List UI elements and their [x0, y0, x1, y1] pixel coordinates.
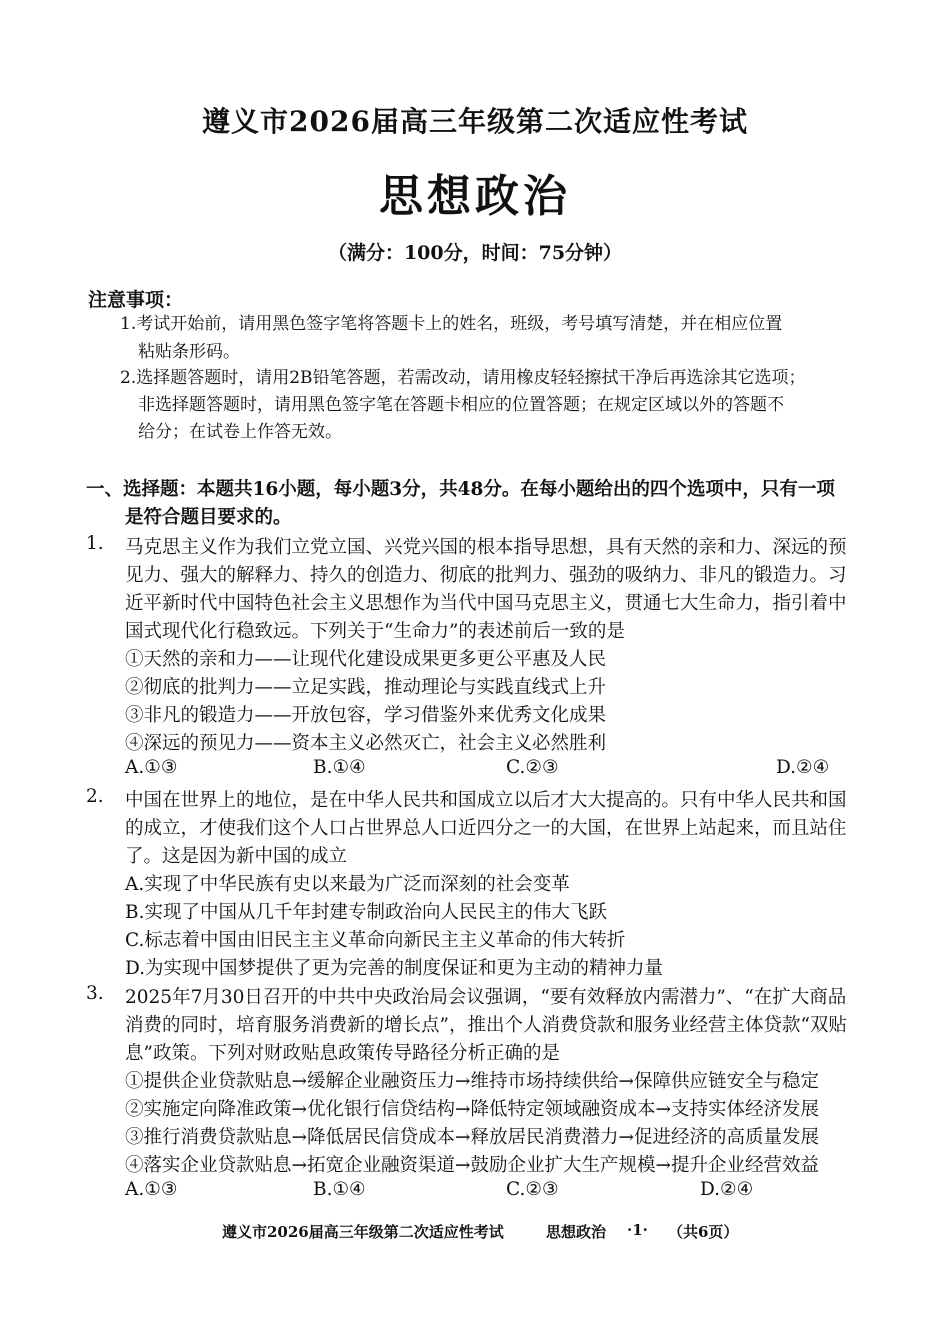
footer-subject: 思想政治 [546, 1223, 607, 1241]
footer-page: ·1· [627, 1221, 648, 1239]
notice-line: 2.选择题答题时，请用2B铅笔答题，若需改动，请用橡皮轻轻擦拭干净后再选涂其它选项； [120, 368, 806, 388]
notice-heading [88, 285, 183, 312]
question-number: 2. [86, 786, 104, 807]
question-stem: 国式现代化行稳致远。下列关于“生命力”的表述前后一致的是 [125, 621, 625, 642]
section-heading: 一、选择题：本题共16小题，每小题3分，共48分。在每小题给出的四个选项中，只有一项 [86, 479, 835, 500]
choice-b: B.实现了中国从几千年封建专制政治向人民民主的伟大飞跃 [125, 902, 607, 923]
statement: ②实施定向降准政策→优化银行信贷结构→降低特定领域融资成本→支持实体经济发展 [125, 1099, 820, 1120]
question-stem: 息”政策。下列对财政贴息政策传导路径分析正确的是 [125, 1043, 560, 1064]
footer-total: （共6页） [668, 1223, 739, 1241]
footer-exam: 遵义市2026届高三年级第二次适应性考试 [222, 1223, 504, 1241]
notice-line: 给分；在试卷上作答无效。 [138, 422, 342, 442]
choice-a: A.实现了中华民族有史以来最为广泛而深刻的社会变革 [125, 874, 570, 895]
question-stem: 马克思主义作为我们立党立国、兴党兴国的根本指导思想，具有天然的亲和力、深远的预 [125, 537, 847, 558]
section-heading: 是符合题目要求的。 [125, 507, 292, 528]
question-stem: 消费的同时，培育服务消费新的增长点”，推出个人消费贷款和服务业经营主体贷款“双贴 [125, 1015, 847, 1036]
option-b: B.①④ [313, 1179, 366, 1200]
statement: ①提供企业贷款贴息→缓解企业融资压力→维持市场持续供给→保障供应链安全与稳定 [125, 1071, 820, 1092]
question-stem: 中国在世界上的地位，是在中华人民共和国成立以后才大大提高的。只有中华人民共和国 [125, 790, 847, 811]
question-number: 1. [86, 533, 104, 554]
notice-line: 非选择题答题时，请用黑色签字笔在答题卡相应的位置答题；在规定区域以外的答题不 [138, 395, 784, 415]
notice-line: 粘贴条形码。 [138, 342, 240, 362]
statement: ②彻底的批判力——立足实践，推动理论与实践直线式上升 [125, 677, 607, 698]
choice-d: D.为实现中国梦提供了更为完善的制度保证和更为主动的精神力量 [125, 958, 664, 979]
option-a: A.①③ [125, 1179, 178, 1200]
question-stem: 2025年7月30日召开的中共中央政治局会议强调，“要有效释放内需潜力”、“在扩大商品 [125, 987, 847, 1008]
choice-c: C.标志着中国由旧民主主义革命向新民主主义革命的伟大转折 [125, 930, 626, 951]
option-c: C.②③ [506, 757, 559, 778]
statement: ④落实企业贷款贴息→拓宽企业融资渠道→鼓励企业扩大生产规模→提升企业经营效益 [125, 1155, 820, 1176]
question-stem: 见力、强大的解释力、持久的创造力、彻底的批判力、强劲的吸纳力、非凡的锻造力。习 [125, 565, 847, 586]
statement: ④深远的预见力——资本主义必然灭亡，社会主义必然胜利 [125, 733, 607, 754]
question-stem: 的成立，才使我们这个人口占世界总人口近四分之一的大国，在世界上站起来，而且站住 [125, 818, 847, 839]
option-a: A.①③ [125, 757, 178, 778]
exam-title: 遵义市2026届高三年级第二次适应性考试 [202, 105, 748, 138]
option-d: D.②④ [700, 1179, 754, 1200]
option-c: C.②③ [506, 1179, 559, 1200]
notice-line: 1.考试开始前，请用黑色签字笔将答题卡上的姓名，班级，考号填写清楚，并在相应位置 [120, 314, 783, 334]
exam-meta: （满分：100分，时间：75分钟） [327, 242, 623, 264]
question-number: 3. [86, 983, 104, 1004]
question-stem: 近平新时代中国特色社会主义思想作为当代中国马克思主义，贯通七大生命力，指引着中 [125, 593, 847, 614]
option-b: B.①④ [313, 757, 366, 778]
option-d: D.②④ [776, 757, 830, 778]
statement: ③推行消费贷款贴息→降低居民信贷成本→释放居民消费潜力→促进经济的高质量发展 [125, 1127, 820, 1148]
subject-title: 思想政治 [379, 171, 571, 222]
question-stem: 了。这是因为新中国的成立 [125, 846, 348, 867]
notice-heading-text: 注意事项： [88, 289, 184, 311]
statement: ①天然的亲和力——让现代化建设成果更多更公平惠及人民 [125, 649, 607, 670]
statement: ③非凡的锻造力——开放包容，学习借鉴外来优秀文化成果 [125, 705, 607, 726]
